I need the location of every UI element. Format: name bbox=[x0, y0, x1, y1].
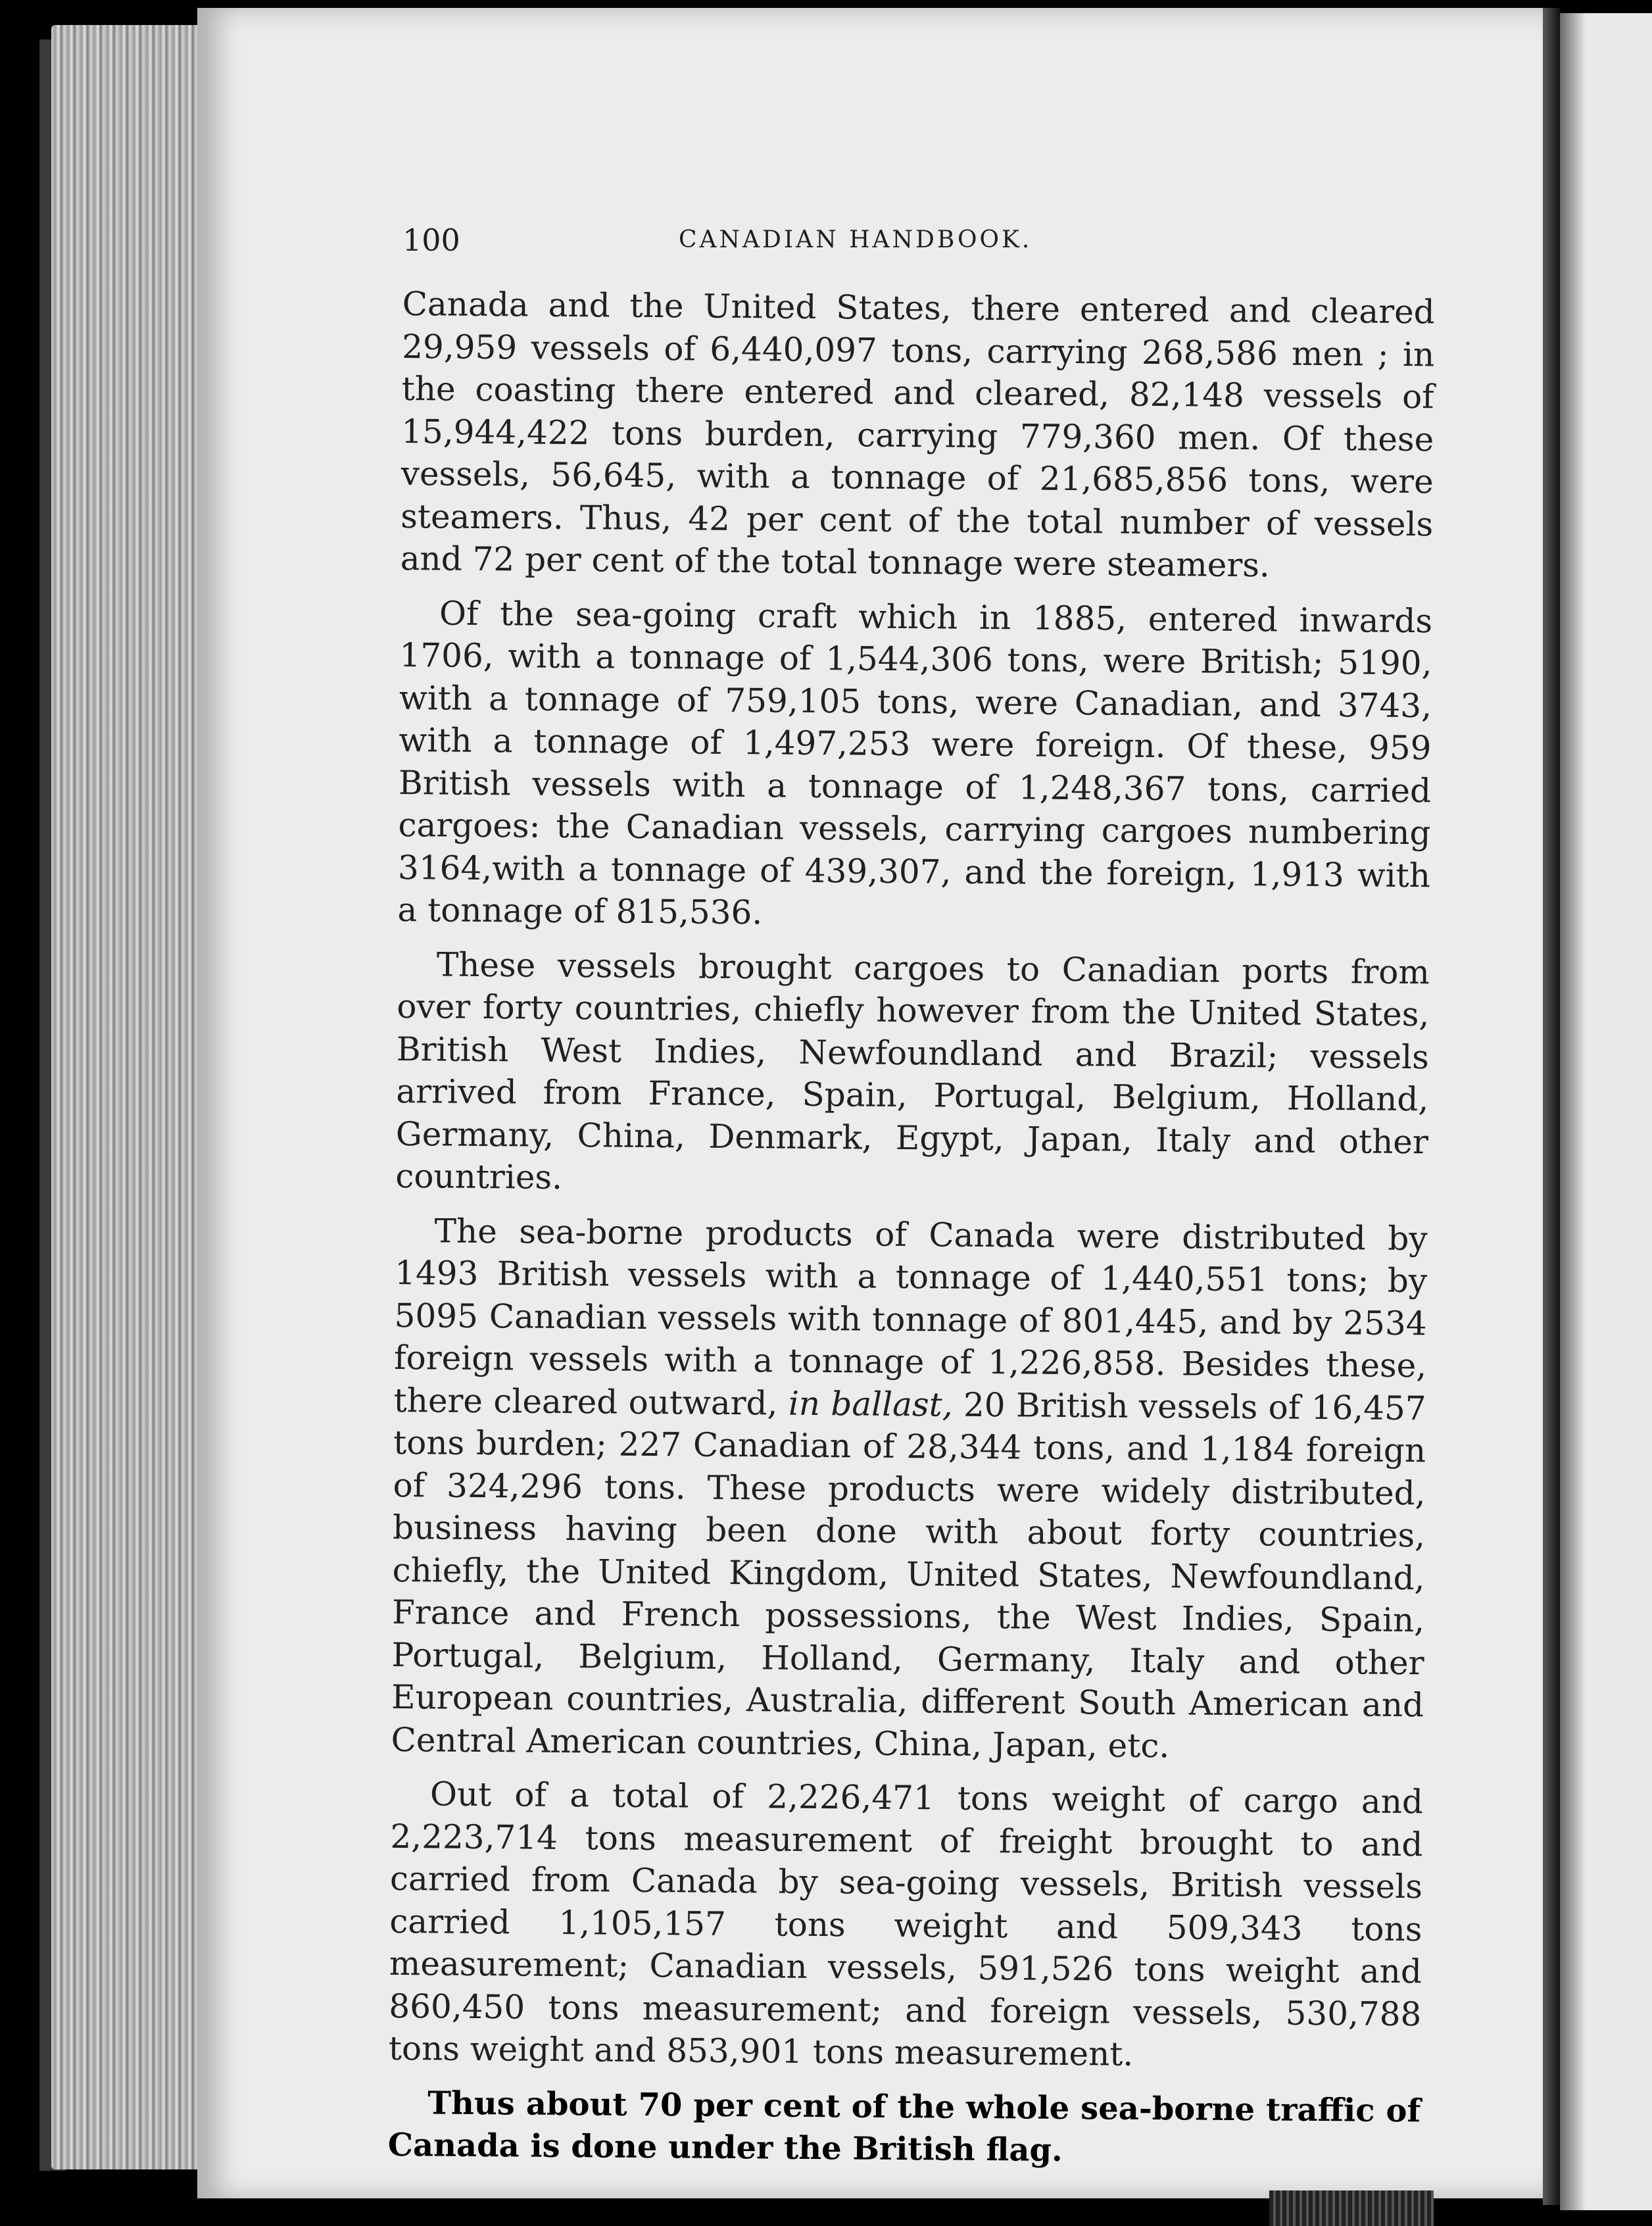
paragraph-6: Thus about 70 per cent of the whole sea-borne traffic of Canada is done under the British flag. bbox=[387, 2084, 1421, 2169]
paragraph-1: Canada and the United States, there entered and cleared 29,959 vessels of 6,440,097 tons, carrying 268,586 men ; in the coasting there entered and cleared, 82,148 vessels of 15,944,422 tons burden, carrying 779,360 men. Of these vessels, 56,645, with a tonnage of 21,685,856 tons, were steamers. Thus, 42 per cent of the total number of vessels and 72 per cent of the total tonnage were steamers. bbox=[400, 284, 1435, 585]
running-title: CANADIAN HANDBOOK. bbox=[679, 226, 1032, 253]
paragraph-3: These vessels brought cargoes to Canadian ports from over forty countries, chiefly however from the United States, British West Indies, Newfoundland and Brazil; vessels arrived from France, Spain, Portugal, Belgium, Holland, Germany, China, Denmark, Egypt, Japan, Italy and other countries. bbox=[395, 945, 1430, 1197]
facing-page-shadow bbox=[1560, 13, 1586, 2210]
paragraph-5: Out of a total of 2,226,471 tons weight of cargo and 2,223,714 tons measurement of freight brought to and carried from Canada by sea-going vessels, British vessels carried 1,105,157 tons weight and 509,343 tons measurement; Canadian vessels, 591,526 tons weight and 860,450 tons measurement; and foreign vessels, 530,788 tons weight and 853,901 tons measurement. bbox=[388, 1775, 1424, 2073]
binding-strip bbox=[1269, 2190, 1434, 2226]
paragraph-2: Of the sea-going craft which in 1885, entered inwards 1706, with a tonnage of 1,544,306 tons, were British; 5190, with a tonnage of 759,105 tons, were Canadian, and 3743, with a tonnage of 1,497,253 were foreign. Of these, 959 British vessels with a tonnage of 1,248,367 tons, carried cargoes: the Canadian vessels, carrying cargoes numbering 3164,with a tonnage of 439,307, and the foreign, 1,913 with a tonnage of 815,536. bbox=[397, 593, 1433, 932]
page-header bbox=[402, 217, 1428, 263]
paragraph-4-text-a: The sea-borne products of Canada were distributed by 1493 British vessels with a tonnage of 1,440,551 tons; by 5095 Canadian vessels with tonnage of 801,445, and by 2534 foreign vessels with a tonnage of 1,226,858. Besides these, there cleared outward, bbox=[393, 1211, 1428, 1423]
paragraph-4-text-b: 20 British vessels of 16,457 tons burden; 227 Canadian of 28,344 tons, and 1,184 foreign of 324,296 tons. These products were widely distributed, business having been done with about forty countries, chiefly, the United Kingdom, United States, Newfoundland, France and French possessions, the West Indies, Spain, Portugal, Belgium, Holland, Germany, Italy and other European countries, Australia, different South American and Central American countries, China, Japan, etc. bbox=[391, 1385, 1426, 1765]
paragraph-4-italic: in ballast, bbox=[788, 1384, 953, 1424]
page-edges bbox=[51, 25, 222, 2169]
page-number: 100 bbox=[402, 222, 460, 258]
paragraph-4 bbox=[391, 1209, 1428, 1769]
page-body bbox=[387, 283, 1435, 2187]
gutter bbox=[1543, 8, 1560, 2205]
